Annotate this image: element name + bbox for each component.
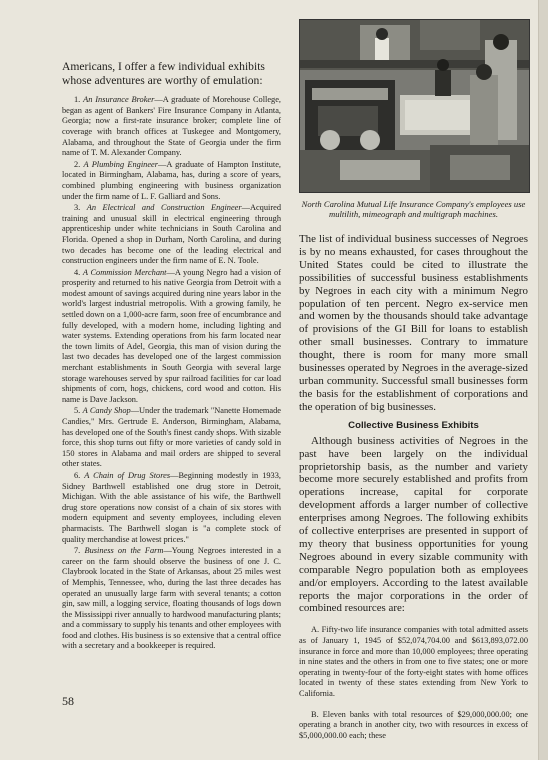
photo-caption: North Carolina Mutual Life Insurance Company's employees use multilith, mimeograph and multigraph machines. xyxy=(301,199,526,219)
exhibit-title: Business on the Farm xyxy=(84,546,164,556)
page-edge xyxy=(538,0,548,760)
paragraph-individual-successes: The list of individual business successes of Negroes is by no means exhausted, for cases throughout the United States could be cited to illustrate the possibilities of successful business establishments by Negroes in each city with a minimum Negro population of ten percent. Negro ex-service men and women by the thousands should take advantage of provisions of the GI Bill for loans to establish other small businesses. Contrary to immature thought, there is room for many more small businesses operated by Negroes in the average-sized urban community. Successful small businesses form the basis for the establishment of corporations and the operation of big businesses. xyxy=(299,233,528,413)
exhibit-title: An Insurance Broker xyxy=(83,95,155,105)
exhibit-title: A Candy Shop xyxy=(82,406,131,416)
exhibit-item xyxy=(62,203,281,267)
exhibit-number: 6. xyxy=(74,470,81,480)
section-heading: Collective Business Exhibits xyxy=(348,419,479,431)
exhibit-text: —A graduate of Hampton Institute, located in Birmingham, Alabama, has, during a score of years, combined plumbing engineering with business organization under the firm name of L. F. Galliard and Sons. xyxy=(62,159,281,201)
exhibit-number: 7. xyxy=(74,546,81,556)
exhibit-item xyxy=(62,160,281,202)
intro-paragraph: Americans, I offer a few individual exhibits whose adventures are worthy of emulation: xyxy=(62,60,265,87)
list-item-b: B. Eleven banks with total resources of $29,000,000.00; one operating a branch in another city, two with resources in excess of $5,000,000.00 each; these xyxy=(299,709,528,740)
exhibit-title: A Plumbing Engineer xyxy=(83,159,158,169)
exhibit-number: 1. xyxy=(74,95,81,105)
exhibit-number: 4. xyxy=(74,267,81,277)
exhibit-text: —Acquired training and unusual skill in electrical engineering through apprenticeship under white technicians in South Carolina and Florida. Opened a shop in Durham, North Carolina, and during two decades has become one of the leading electrical and construction engineers under the firm name of E. N. Toole. xyxy=(62,203,281,266)
photo-office-machines xyxy=(299,19,530,193)
exhibit-item xyxy=(62,95,281,159)
right-column xyxy=(299,19,528,741)
exhibit-title: A Chain of Drug Stores xyxy=(84,470,171,480)
paragraph-collective-enterprises: Although business activities of Negroes in the past have been largely on the individual proprietorship basis, as the number and variety become more securely established and profits from operations increase, capital for corporate development affords a larger number of collective enterprises among Negroes. The following exhibits of collective enterprises are presented in support of my theory that business opportunities for young Negroes abound in every sizable community with comparable Negro population both as employees and/or employers. According to the latest available reports the major corporations in the order of combined resources are: xyxy=(299,434,528,615)
exhibit-item xyxy=(62,268,281,406)
exhibit-text: —Under the trademark "Nanette Homemade Candies," Mrs. Gertrude E. Anderson, Birmingham, Alabama, has developed one of the South's finest candy shops. With sizable force, this shop turns out fifty or more varieties of candy sold in 150 stores in Alabama and mail orders are shipped to several other states. xyxy=(62,406,281,469)
photo-illustration xyxy=(300,20,529,192)
page-number: 58 xyxy=(62,694,74,708)
exhibit-number: 5. xyxy=(74,406,81,416)
exhibit-title: A Commission Merchant xyxy=(82,267,167,277)
exhibit-number: 2. xyxy=(74,159,81,169)
exhibit-text: —A graduate of Morehouse College, began as agent of Bankers' Fire Insurance Company in Atlanta, Georgia; now a first-rate insurance broker; complete line of coverage with branch offices at Tuskegee and Montgomery, Alabama, and throughout the State of Georgia under the firm name of T. M. Alexander Company. xyxy=(62,95,281,158)
left-column xyxy=(62,60,281,653)
exhibit-item xyxy=(62,546,281,652)
exhibit-number: 3. xyxy=(74,203,81,213)
exhibit-item xyxy=(62,471,281,545)
exhibit-text: —A young Negro had a vision of prosperity and returned to his native Georgia from Detroit with a modest amount of savings acquired during nine years labor in the world's largest industrial metropolis. With a growing family, he settled down on a 1,000-acre farm, soon free of encumbrance and fully developed, with a modern home, including lighting and water systems. Extending operations from his farm located near the town limits of Adel, Georgia, this man of vision during the last two decades has developed one of the largest commission merchant establishments in South Georgia with several large storage warehouses served by spur railroad facilities for car load shipments of corn, hogs, chickens, cord wood and cotton. His name is Dave Jackson. xyxy=(62,267,281,404)
exhibit-text: —Young Negroes interested in a career on the farm should observe the business of one J. C. Claybrook located in the State of Arkansas, about 25 miles west of Memphis, Tennessee, who, during the last three decades has operated an unusually large farm with several tenants; a cotton gin, saw mill, a logging service, floating thousands of logs down the Mississippi river annually to hardwood manufacturing plants; and a commissary to supply his tenants and other employees with food and clothes. His business is so extensive that a central office with a secretary and a bookkeeper is required. xyxy=(62,546,281,651)
exhibit-text: —Beginning modestly in 1933, Sidney Barthwell established one drug store in Detroit, Michigan. With the able assistance of his wife, the Barthwell drug store operations now consist of a chain of six stores with modern equipment and seventy employees, including eleven pharmacists. The Barthwell slogan is "a complete stock of quality merchandise at lowest prices." xyxy=(62,470,281,544)
exhibit-list xyxy=(62,95,281,652)
list-item-a: A. Fifty-two life insurance companies with total admitted assets as of January 1, 1945 of $52,074,704.00 and $613,893,072.00 insurance in force and more than 10,000 employees; three operating in nine states and the others in from one to five states; one or more operating in twenty-four of the forty-eight states with home offices located in twenty of these states extending from New York to California. xyxy=(299,625,528,698)
exhibit-item xyxy=(62,406,281,470)
exhibit-title: An Electrical and Construction Engineer xyxy=(86,203,242,213)
